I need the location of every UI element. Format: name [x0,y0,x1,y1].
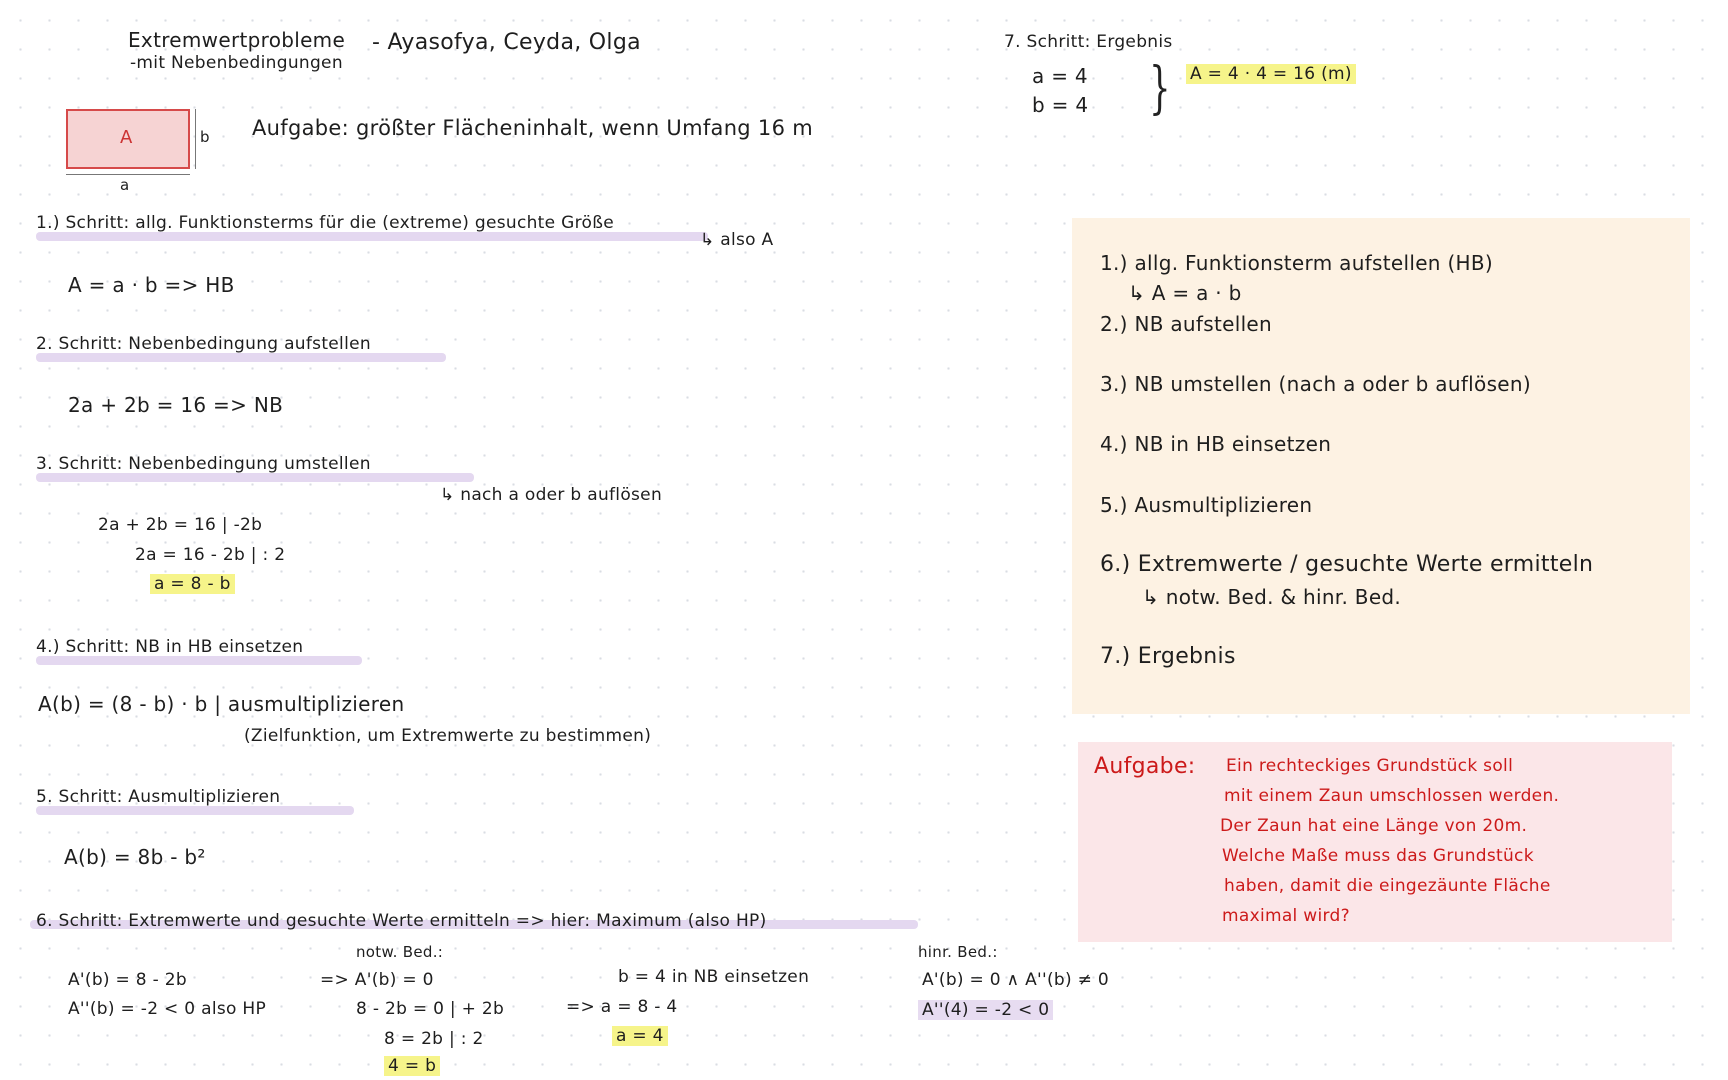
step6-col2-line1: => A'(b) = 0 [320,970,434,990]
step7-result-highlight: A = 4 · 4 = 16 (m) [1186,64,1356,84]
dimension-line-b [195,109,196,169]
step5-equation: A(b) = 8b - b² [64,845,206,869]
step6-col3-line2: => a = 8 - 4 [566,997,678,1017]
rectangle-label: A [120,127,133,148]
step6-col2-line3: 8 = 2b | : 2 [384,1029,484,1049]
step6-col2-label: notw. Bed.: [356,943,444,961]
step4-title: 4.) Schritt: NB in HB einsetzen [36,637,304,657]
step6-col2-result-highlight: 4 = b [384,1056,440,1076]
step1-title: 1.) Schritt: allg. Funktionsterms für die (extreme) gesuchte Größe [36,213,614,233]
task-box-label: Aufgabe: [1094,754,1196,779]
task-box-line-2: mit einem Zaun umschlossen werden. [1224,786,1560,806]
step7-title: 7. Schritt: Ergebnis [1004,32,1173,52]
summary-item-5: 5.) Ausmultiplizieren [1100,493,1313,517]
step6-col4-label: hinr. Bed.: [918,943,998,961]
step3-line2: 2a = 16 - 2b | : 2 [135,545,286,565]
step3-result-highlight: a = 8 - b [150,574,235,594]
step6-col4-result-highlight: A''(4) = -2 < 0 [918,1000,1053,1020]
page-subtitle: -mit Nebenbedingungen [130,53,343,73]
authors: - Ayasofya, Ceyda, Olga [372,30,641,55]
step3-title: 3. Schritt: Nebenbedingung umstellen [36,454,371,474]
step6-col3-line1: b = 4 in NB einsetzen [618,967,810,987]
step3-note: ↳ nach a oder b auflösen [440,485,663,505]
summary-item-7: 7.) Ergebnis [1100,644,1236,669]
task-box-line-4: Welche Maße muss das Grundstück [1222,846,1534,866]
summary-item-1: 1.) allg. Funktionsterm aufstellen (HB) [1100,251,1494,275]
rectangle-figure [66,109,190,169]
step4-equation: A(b) = (8 - b) · b | ausmultiplizieren [38,692,405,716]
summary-item-4: 4.) NB in HB einsetzen [1100,432,1332,456]
step6-col1-line1: A'(b) = 8 - 2b [68,970,187,990]
summary-item-2: 2.) NB aufstellen [1100,312,1273,336]
step7-a: a = 4 [1032,64,1088,88]
step7-result [1186,64,1356,84]
task-box-line-5: haben, damit die eingezäunte Fläche [1224,876,1551,896]
dimension-line-a [66,174,190,175]
step3-line3 [150,574,235,594]
summary-item-3: 3.) NB umstellen (nach a oder b auflösen) [1100,372,1531,396]
result-brace: } [1149,56,1171,121]
summary-item-6-sub: ↳ notw. Bed. & hinr. Bed. [1142,585,1402,609]
task-box-line-1: Ein rechteckiges Grundstück soll [1226,756,1514,776]
summary-item-6: 6.) Extremwerte / gesuchte Werte ermitteln [1100,552,1594,577]
step6-col2-line4 [384,1056,440,1076]
step6-col2-line2: 8 - 2b = 0 | + 2b [356,999,505,1019]
side-a-label: a [120,176,130,194]
step6-col4-line1: A'(b) = 0 ∧ A''(b) ≠ 0 [922,970,1109,990]
step6-col4-line2 [918,1000,1053,1020]
step6-col3-line3 [612,1026,668,1046]
step5-title: 5. Schritt: Ausmultiplizieren [36,787,281,807]
step6-col1-line2: A''(b) = -2 < 0 also HP [68,999,267,1019]
task-box-line-3: Der Zaun hat eine Länge von 20m. [1220,816,1528,836]
step1-equation: A = a · b => HB [68,273,235,297]
page-title: Extremwertprobleme [128,28,346,52]
step1-note: ↳ also A [700,230,774,250]
step2-equation: 2a + 2b = 16 => NB [68,393,284,417]
summary-item-1-sub: ↳ A = a · b [1128,281,1242,305]
step2-title: 2. Schritt: Nebenbedingung aufstellen [36,334,371,354]
step4-note: (Zielfunktion, um Extremwerte zu bestimmen) [244,726,652,746]
side-b-label: b [200,128,210,146]
task-box-line-6: maximal wird? [1222,906,1350,926]
step6-col3-result-highlight: a = 4 [612,1026,668,1046]
task-line: Aufgabe: größter Flächeninhalt, wenn Umfang 16 m [252,116,813,140]
step6-title: 6. Schritt: Extremwerte und gesuchte Werte ermitteln => hier: Maximum (also HP) [36,911,767,931]
step7-b: b = 4 [1032,93,1089,117]
step3-line1: 2a + 2b = 16 | -2b [98,515,263,535]
